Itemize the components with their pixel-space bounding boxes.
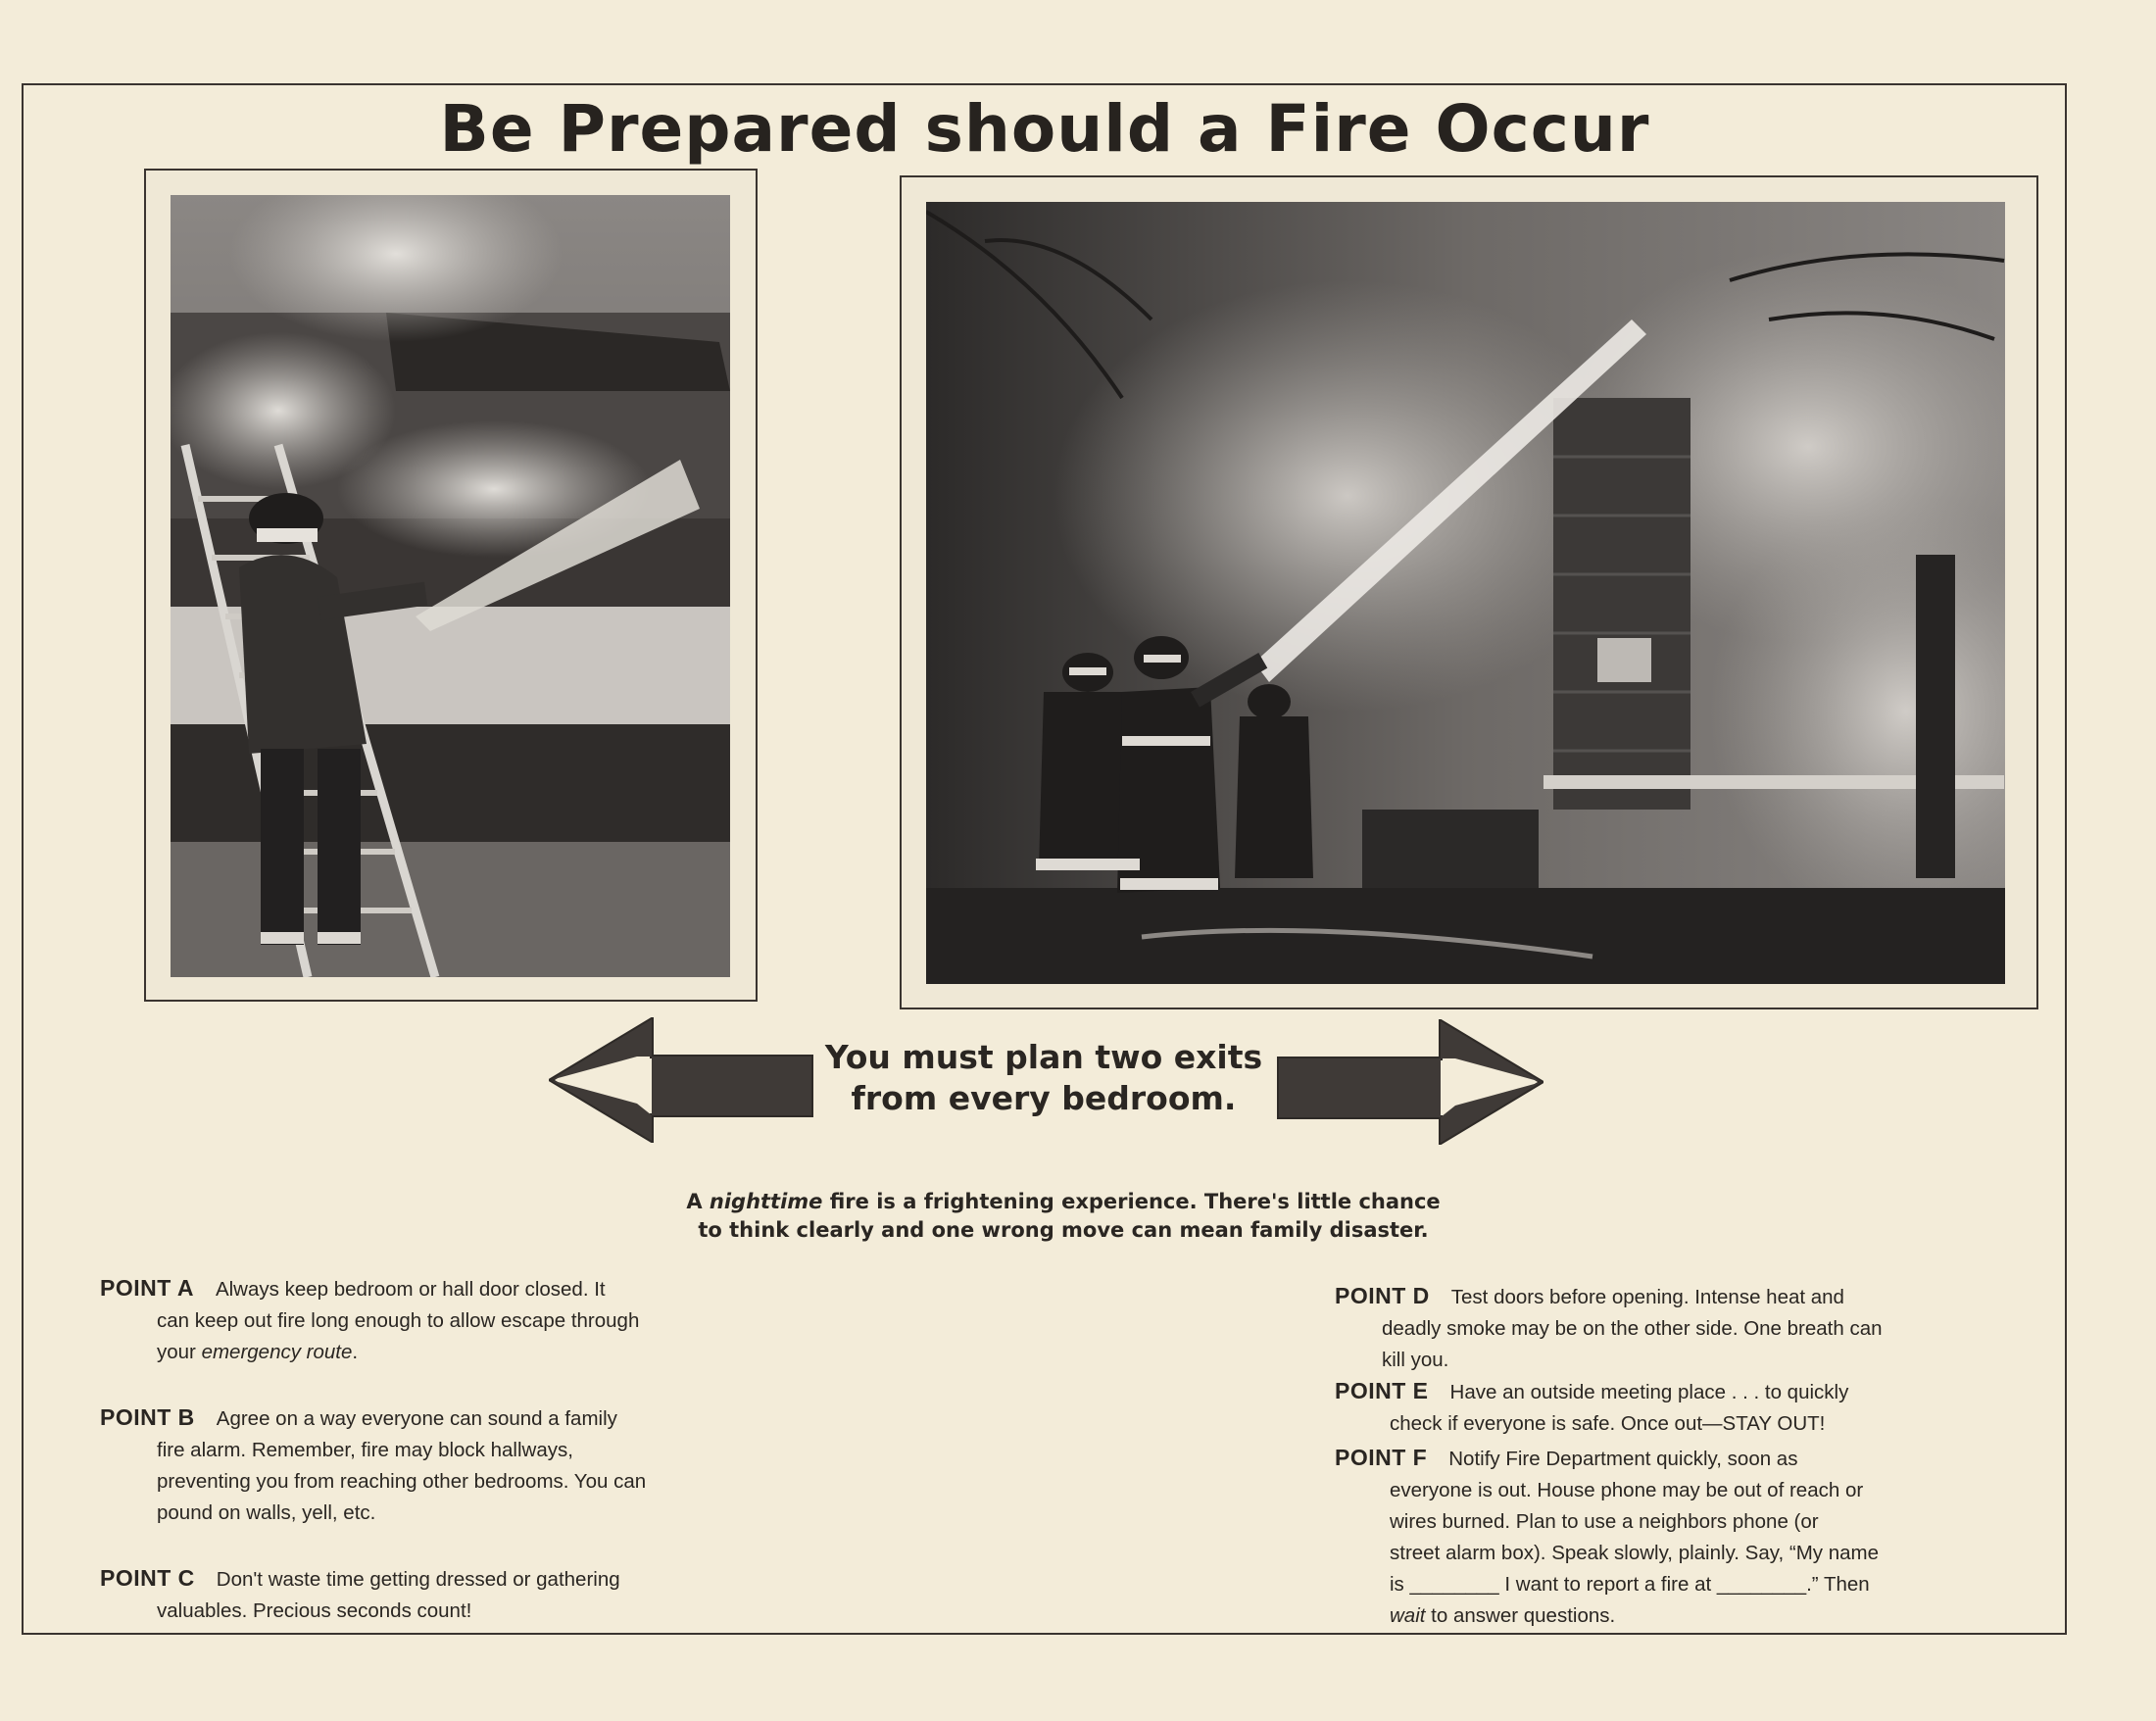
intro-suffix: fire is a frightening experience. There's little chance <box>822 1190 1441 1213</box>
point-f-line-6: wait to answer questions. <box>1390 1604 1616 1627</box>
point-a <box>100 1272 639 1368</box>
page-title: Be Prepared should a Fire Occur <box>439 91 1650 167</box>
point-f-label: POINT F <box>1335 1445 1428 1470</box>
point-d-line-2: deadly smoke may be on the other side. One breath can <box>1382 1317 1883 1340</box>
point-b-label: POINT B <box>100 1404 195 1430</box>
point-f-line-3: wires burned. Plan to use a neighbors phone (or <box>1390 1510 1819 1533</box>
intro-prefix: A <box>686 1190 710 1213</box>
point-f-line-1: Notify Fire Department quickly, soon as <box>1448 1448 1798 1470</box>
point-d-label: POINT D <box>1335 1283 1430 1308</box>
firefighter-ladder-photo <box>171 195 730 977</box>
point-a-label: POINT A <box>100 1275 194 1301</box>
point-d-line-3: kill you. <box>1382 1349 1449 1371</box>
firefighters-hose-illustration <box>926 202 2005 984</box>
point-e <box>1335 1375 1848 1440</box>
point-d <box>1335 1280 1883 1376</box>
point-f-line-4: street alarm box). Speak slowly, plainly. Say, “My name <box>1390 1542 1880 1564</box>
point-f-line-2: everyone is out. House phone may be out of reach or <box>1390 1479 1864 1501</box>
point-b-line-2: fire alarm. Remember, fire may block hallways, <box>157 1439 573 1461</box>
point-b-line-4: pound on walls, yell, etc. <box>157 1501 376 1524</box>
point-e-line-1: Have an outside meeting place . . . to quickly <box>1449 1381 1849 1403</box>
intro-line-2: to think clearly and one wrong move can mean family disaster. <box>698 1218 1429 1242</box>
point-a-line-2: can keep out fire long enough to allow escape through <box>157 1309 640 1332</box>
point-c <box>100 1562 620 1627</box>
point-a-line-3: your emergency route. <box>157 1341 359 1363</box>
right-photo-frame <box>900 175 2038 1009</box>
left-photo-frame <box>144 169 758 1002</box>
tagline <box>774 1037 1313 1119</box>
point-b <box>100 1401 646 1529</box>
point-c-line-2: valuables. Precious seconds count! <box>157 1599 472 1622</box>
point-c-label: POINT C <box>100 1565 195 1591</box>
point-d-line-1: Test doors before opening. Intense heat and <box>1450 1286 1844 1308</box>
point-a-line-1: Always keep bedroom or hall door closed. It <box>215 1278 606 1301</box>
firefighter-ladder-illustration <box>171 195 730 977</box>
point-e-line-2: check if everyone is safe. Once out—STAY OUT! <box>1390 1412 1826 1435</box>
intro-paragraph <box>549 1188 1578 1245</box>
point-e-label: POINT E <box>1335 1378 1429 1403</box>
firefighters-hose-photo <box>926 202 2005 984</box>
point-c-line-1: Don't waste time getting dressed or gathering <box>216 1568 620 1591</box>
point-b-line-1: Agree on a way everyone can sound a family <box>216 1407 617 1430</box>
point-b-line-3: preventing you from reaching other bedrooms. You can <box>157 1470 647 1493</box>
point-f-line-5: is ________ I want to report a fire at ________.” Then <box>1390 1573 1870 1596</box>
right-arrow-icon <box>1277 1019 1544 1145</box>
tagline-line-1: You must plan two exits <box>824 1038 1263 1076</box>
intro-emphasis: nighttime <box>709 1190 823 1213</box>
point-f <box>1335 1442 1879 1632</box>
intro-line-1 <box>549 1188 1578 1216</box>
tagline-line-2: from every bedroom. <box>851 1079 1237 1117</box>
